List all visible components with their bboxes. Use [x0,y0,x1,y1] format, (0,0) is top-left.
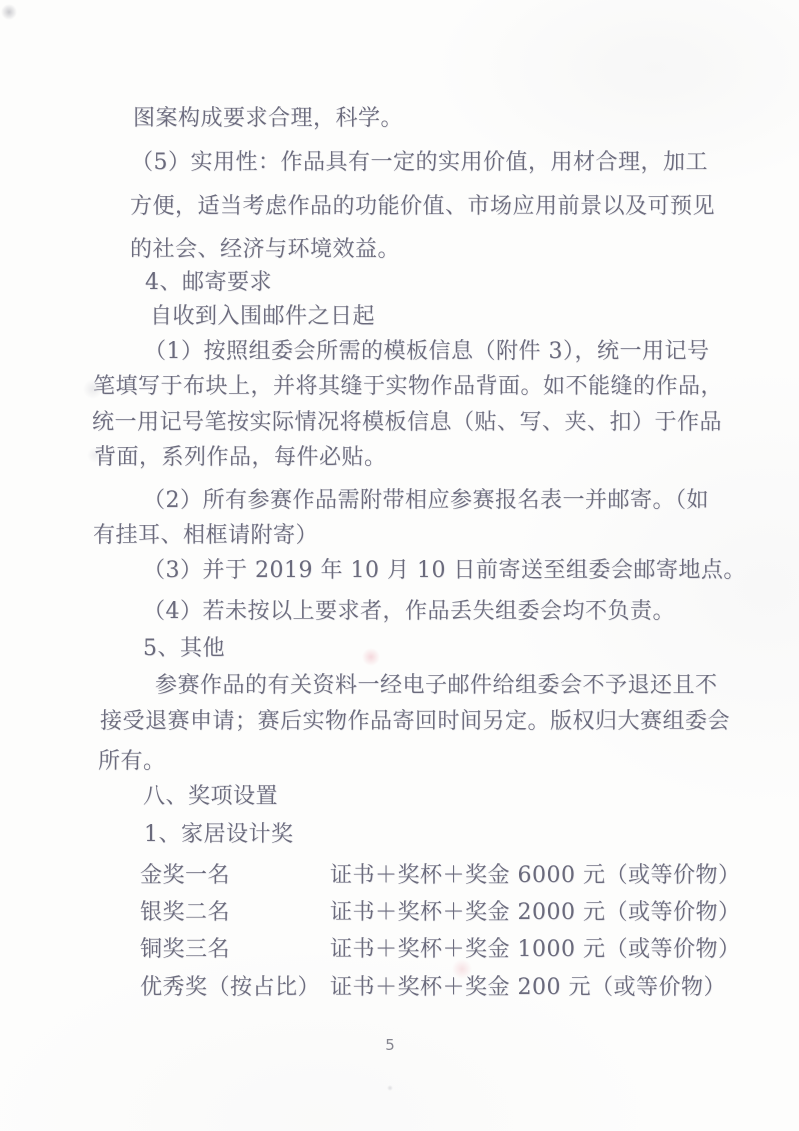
para-others-line-1: 参赛作品的有关资料一经电子邮件给组委会不予退还且不 [155,673,718,698]
award-row-excellence [140,973,726,1003]
para-pattern-requirements: 图案构成要求合理，科学。 [133,106,404,131]
award-row-silver [140,898,740,928]
award-rank-bronze: 铜奖三名 [140,937,231,962]
award-rank-silver: 银奖二名 [140,900,231,925]
heading-awards-section: 八、奖项设置 [143,784,279,809]
heading-others: 5、其他 [143,636,225,661]
award-rank-gold: 金奖一名 [140,863,231,888]
para-practicality-line-3: 的社会、经济与环境效益。 [130,237,401,262]
para-item2-line-1: （2）所有参赛作品需附带相应参赛报名表一并邮寄。（如 [143,488,709,513]
para-item4: （4）若未按以上要求者，作品丢失组委会均不负责。 [143,599,675,624]
award-prize-silver: 证书＋奖杯＋奖金 2000 元（或等价物） [330,900,741,925]
para-practicality-line-2: 方便，适当考虑作品的功能价值、市场应用前景以及可预见 [130,194,716,219]
para-others-line-2: 接受退赛申请；赛后实物作品寄回时间另定。版权归大赛组委会 [100,709,731,734]
award-row-bronze [140,935,740,965]
para-item1-line-1: （1）按照组委会所需的模板信息（附件 3），统一用记号 [144,339,710,364]
award-prize-bronze: 证书＋奖杯＋奖金 1000 元（或等价物） [330,937,741,962]
para-item1-line-3: 统一用记号笔按实际情况将模板信息（贴、写、夹、扣）于作品 [92,410,723,435]
heading-mailing-requirements: 4、邮寄要求 [145,270,272,295]
award-prize-excellence: 证书＋奖杯＋奖金 200 元（或等价物） [330,975,726,1000]
award-prize-gold: 证书＋奖杯＋奖金 6000 元（或等价物） [330,863,741,888]
page-number: 5 [385,1036,395,1054]
para-others-line-3: 所有。 [98,749,166,774]
heading-home-design-award: 1、家居设计奖 [144,822,294,847]
para-item3: （3）并于 2019 年 10 月 10 日前寄送至组委会邮寄地点。 [143,558,746,583]
award-row-gold [140,861,740,891]
para-item1-line-4: 背面，系列作品，每件必贴。 [94,445,387,470]
para-item1-line-2: 笔填写于布块上，并将其缝于实物作品背面。如不能缝的作品， [93,374,724,399]
para-item2-line-2: 有挂耳、相框请附寄） [93,523,319,548]
para-practicality-line-1: （5）实用性：作品具有一定的实用价值，用材合理，加工 [131,150,708,175]
award-rank-excellence: 优秀奖（按占比） [140,975,321,1000]
para-from-receipt-date: 自收到入围邮件之日起 [150,304,376,329]
